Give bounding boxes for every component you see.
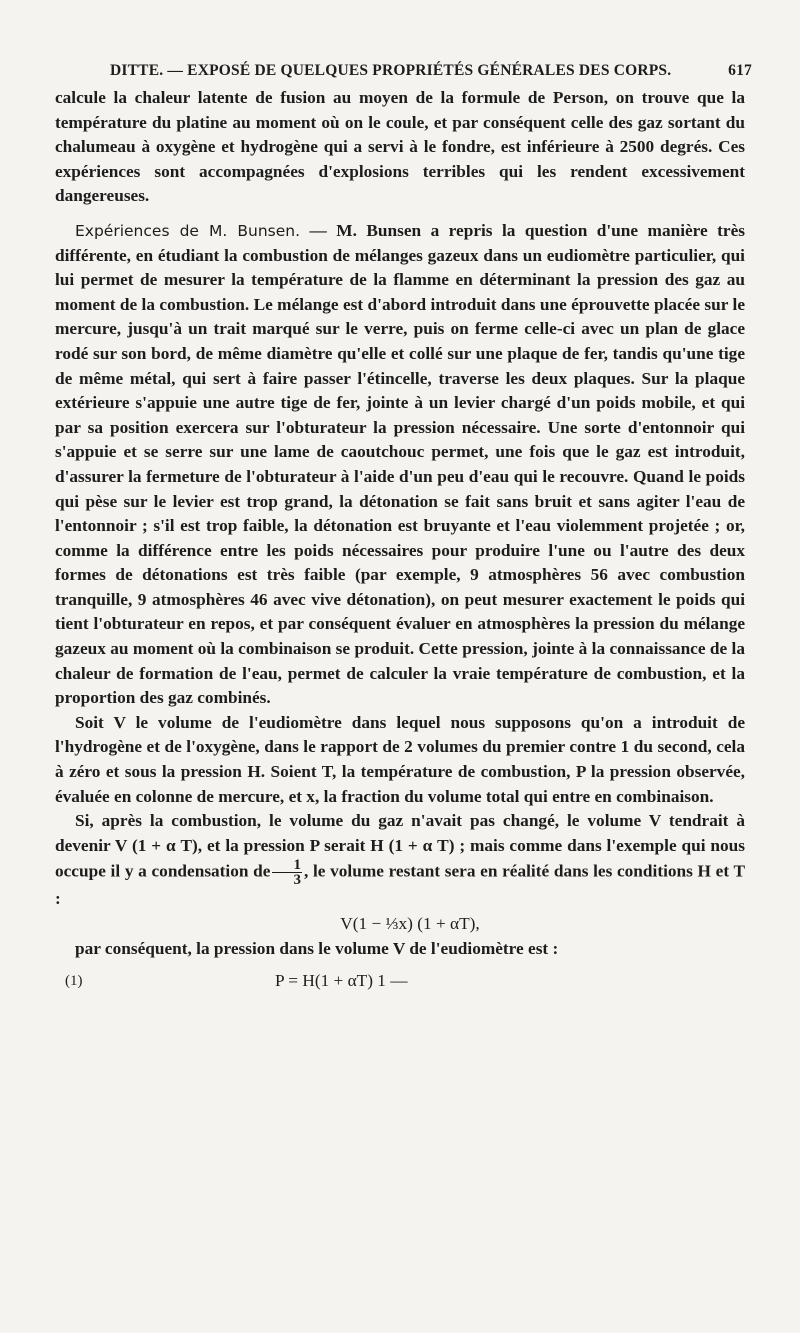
body-text	[55, 86, 745, 995]
running-header	[56, 62, 752, 82]
equation-expression: P = H(1 + αT) 1 —	[275, 971, 408, 991]
section-runin-heading: Expériences de M. Bunsen.	[75, 221, 301, 240]
page-number: 617	[728, 62, 752, 79]
equation-number: (1)	[65, 973, 83, 990]
paragraph-bunsen-text: — M. Bunsen a repris la question d'une manière très différente, en étudiant la combustion de mélanges gazeux dans un eudiomètre particulier, qui lui permet de mesurer la température de la flamme en déterminant la pression des gaz au moment de la combustion. Le mélange est d'abord introduit dans une éprouvette placée sur le mercure, jusqu'à un trait marqué sur le verre, puis on ferme celle-ci avec un plan de glace rodé sur son bord, de même diamètre qu'elle et collé sur une plaque de fer, tandis qu'une tige de même métal, qui sert à faire passer l'étincelle, traverse les deux plaques. Sur la plaque extérieure s'appuie une autre tige de fer, jointe à un levier chargé d'un poids mobile, et qui par sa position exercera sur l'obturateur la pression nécessaire. Une sorte d'entonnoir qui s'appuie et se serre sur une lame de caoutchouc permet, une fois que le gaz est introduit, d'assurer la fermeture de l'obturateur à l'aide d'un peu d'eau qui le recouvre. Quand le poids qui pèse sur le levier est trop grand, la détonation se fait sans bruit et sans agiter l'eau de l'entonnoir ; s'il est trop faible, la détonation est bruyante et l'eau violemment projetée ; or, comme la différence entre les poids nécessaires pour produire l'une ou l'autre des deux formes de détonations est très faible (par exemple, 9 atmosphères 56 avec combustion tranquille, 9 atmosphères 46 avec vive détonation), on peut mesurer exactement le poids qui tient l'obturateur en repos, et par conséquent évaluer en atmosphères la pression du mélange gazeux au moment où la combinaison se produit. Cette pression, jointe à la connaissance de la chaleur de formation de l'eau, permet de calculer la vraie température de combustion, et la proportion des gaz combinés.	[55, 220, 745, 708]
paragraph-pressure: par conséquent, la pression dans le volume V de l'eudiomètre est :	[75, 938, 559, 958]
fraction-one-third	[272, 858, 302, 887]
equation-1	[55, 969, 745, 995]
fraction-denominator: 3	[293, 872, 301, 889]
paragraph-bunsen	[55, 219, 745, 711]
paragraph-condensation-text-a: Si, après la combustion, le volume du gaz n'avait pas changé, le volume V tendrait à devenir V (1 + α T), et la pression P serait H (1 + α T) ; mais comme dans l'exemple qui nous occupe il y a condensation de	[55, 811, 745, 881]
paragraph-condensation	[55, 809, 745, 912]
paragraph-definitions: Soit V le volume de l'eudiomètre dans lequel nous supposons qu'on a introduit de l'hydrogène et de l'oxygène, dans le rapport de 2 volumes du premier contre 1 du second, cela à zéro et sous la pression H. Soient T, la température de combustion, P la pression observée, évaluée en colonne de mercure, et x, la fraction du volume total qui entre en combinaison.	[55, 712, 745, 806]
fraction-numerator: 1	[272, 858, 302, 873]
equation-volume: V(1 − ⅓x) (1 + αT),	[340, 914, 480, 933]
paragraph-1: calcule la chaleur latente de fusion au moyen de la formule de Person, on trouve que la température du platine au moment où on le coule, et par conséquent celle des gaz sortant du chalumeau à oxygène et hydrogène qui a servi à le fondre, est inférieure à 2500 degrés. Ces expériences sont accompagnées d'explosions terribles qui les rendent excessivement dangereuses.	[55, 88, 745, 206]
header-title: DITTE. — EXPOSÉ DE QUELQUES PROPRIÉTÉS GÉNÉRALES DES CORPS.	[110, 62, 672, 79]
paragraph-condensation-text-b: , le volume restant sera en réalité dans les conditions H et T :	[55, 861, 745, 909]
